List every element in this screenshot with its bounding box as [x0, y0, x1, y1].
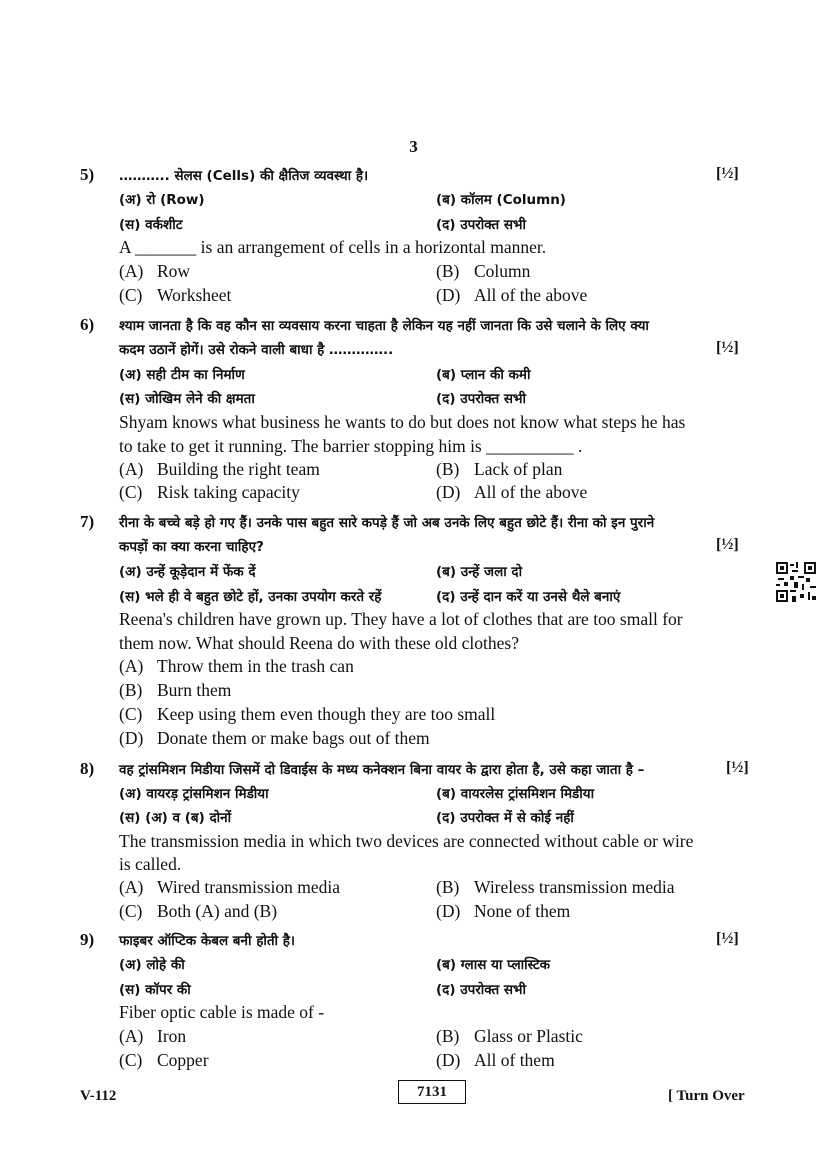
option-english-a: (A) Building the right team: [119, 459, 320, 479]
page-number: 3: [409, 137, 418, 156]
option-hindi-d: (द) उन्हें दान करें या उनसे थैले बनाएं: [436, 589, 621, 605]
question-text-english: A _______ is an arrangement of cells in a horizontal manner.: [119, 237, 547, 257]
option-english-a: (A) Row: [119, 261, 191, 281]
option-hindi-b: (ब) प्लान की कमी: [436, 367, 531, 383]
option-english-b: (B) Column: [436, 261, 531, 281]
option-english-a: (A) Wired transmission media: [119, 877, 341, 897]
option-english-c: (C) Keep using them even though they are too small: [119, 704, 496, 724]
option-english-c: (C) Worksheet: [119, 285, 232, 305]
option-english-a: (A) Iron: [119, 1026, 187, 1046]
option-hindi-d: (द) उपरोक्त में से कोई नहीं: [436, 810, 574, 826]
question-text-english-line-2: to take to get it running. The barrier stopping him is __________ .: [119, 436, 583, 456]
question-text-hindi-line-2: कदम उठानें होगें। उसे रोकने वाली बाधा है …………..: [119, 342, 394, 358]
option-hindi-d: (द) उपरोक्त सभी: [436, 217, 527, 233]
question-text-hindi-line-2: कपड़ों का क्या करना चाहिए?: [119, 539, 264, 555]
question-text-english-line-1: The transmission media in which two devices are connected without cable or wire: [119, 831, 694, 851]
option-hindi-b: (ब) ग्लास या प्लास्टिक: [436, 957, 551, 973]
option-english-d: (D) All of the above: [436, 285, 588, 305]
paper-code: V-112: [80, 1088, 117, 1104]
question-text-hindi: ……….. सेलस (Cells) की क्षैतिज व्यवस्था है।: [119, 168, 369, 184]
option-hindi-a: (अ) रो (Row): [119, 192, 205, 208]
question-number: 5): [80, 165, 95, 184]
option-hindi-c: (स) भले ही वे बहुत छोटे हों, उनका उपयोग करते रहें: [119, 589, 382, 605]
option-english-d: (D) None of them: [436, 901, 571, 921]
option-english-c: (C) Risk taking capacity: [119, 482, 300, 502]
marks-label: [½]: [726, 759, 749, 776]
option-english-b: (B) Burn them: [119, 680, 232, 700]
question-number: 7): [80, 512, 95, 531]
question-text-english-line-2: is called.: [119, 854, 182, 874]
option-hindi-d: (द) उपरोक्त सभी: [436, 982, 527, 998]
option-hindi-d: (द) उपरोक्त सभी: [436, 391, 527, 407]
paper-number-box: 7131: [398, 1080, 466, 1104]
option-english-a: (A) Throw them in the trash can: [119, 656, 354, 676]
marks-label: [½]: [716, 339, 739, 356]
question-text-english-line-1: Shyam knows what business he wants to do but does not know what steps he has: [119, 412, 686, 432]
question-text-hindi-line-1: श्याम जानता है कि वह कौन सा व्यवसाय करना चाहता है लेकिन यह नहीं जानता कि उसे चलाने के लिए क्या: [119, 318, 649, 334]
question-text-hindi: फाइबर ऑप्टिक केबल बनी होती है।: [119, 933, 296, 949]
marks-label: [½]: [716, 536, 739, 553]
question-text-english-line-1: Reena's children have grown up. They have a lot of clothes that are too small for: [119, 609, 683, 629]
turn-over-label: [ Turn Over: [668, 1088, 745, 1104]
option-english-d: (D) All of the above: [436, 482, 588, 502]
marks-label: [½]: [716, 165, 739, 182]
option-english-b: (B) Lack of plan: [436, 459, 563, 479]
question-text-english: Fiber optic cable is made of -: [119, 1002, 325, 1022]
option-english-d: (D) Donate them or make bags out of them: [119, 728, 430, 748]
qr-code: [776, 562, 816, 602]
option-english-d: (D) All of them: [436, 1050, 555, 1070]
question-text-english-line-2: them now. What should Reena do with these old clothes?: [119, 633, 519, 653]
option-hindi-b: (ब) वायरलेस ट्रांसमिशन मिडीया: [436, 786, 595, 802]
option-english-c: (C) Both (A) and (B): [119, 901, 278, 921]
option-english-b: (B) Glass or Plastic: [436, 1026, 583, 1046]
question-number: 9): [80, 930, 95, 949]
question-number: 8): [80, 759, 95, 778]
option-english-b: (B) Wireless transmission media: [436, 877, 675, 897]
option-hindi-a: (अ) वायरड़ ट्रांसमिशन मिडीया: [119, 786, 269, 802]
option-hindi-c: (स) वर्कशीट: [119, 217, 183, 233]
question-text-hindi-line-1: रीना के बच्चे बड़े हो गए हैं। उनके पास बहुत सारे कपड़े हैं जो अब उनके लिए बहुत छोटे हैं। रीना को इन पुराने: [119, 515, 655, 531]
option-hindi-c: (स) (अ) व (ब) दोनों: [119, 810, 232, 826]
option-hindi-c: (स) जोखिम लेने की क्षमता: [119, 391, 255, 407]
option-hindi-a: (अ) सही टीम का निर्माण: [119, 367, 245, 383]
option-hindi-b: (ब) उन्हें जला दो: [436, 564, 523, 580]
option-hindi-a: (अ) उन्हें कूड़ेदान में फेंक दें: [119, 564, 256, 580]
question-text-hindi: वह ट्रांसमिशन मिडीया जिसमें दो डिवाईस के मध्य कनेक्शन बिना वायर के द्वारा होता है, उसे कहा जाता है –: [119, 762, 645, 778]
question-number: 6): [80, 315, 95, 334]
option-hindi-b: (ब) कॉलम (Column): [436, 192, 566, 208]
option-hindi-c: (स) कॉपर की: [119, 982, 191, 998]
option-english-c: (C) Copper: [119, 1050, 209, 1070]
marks-label: [½]: [716, 930, 739, 947]
option-hindi-a: (अ) लोहे की: [119, 957, 185, 973]
